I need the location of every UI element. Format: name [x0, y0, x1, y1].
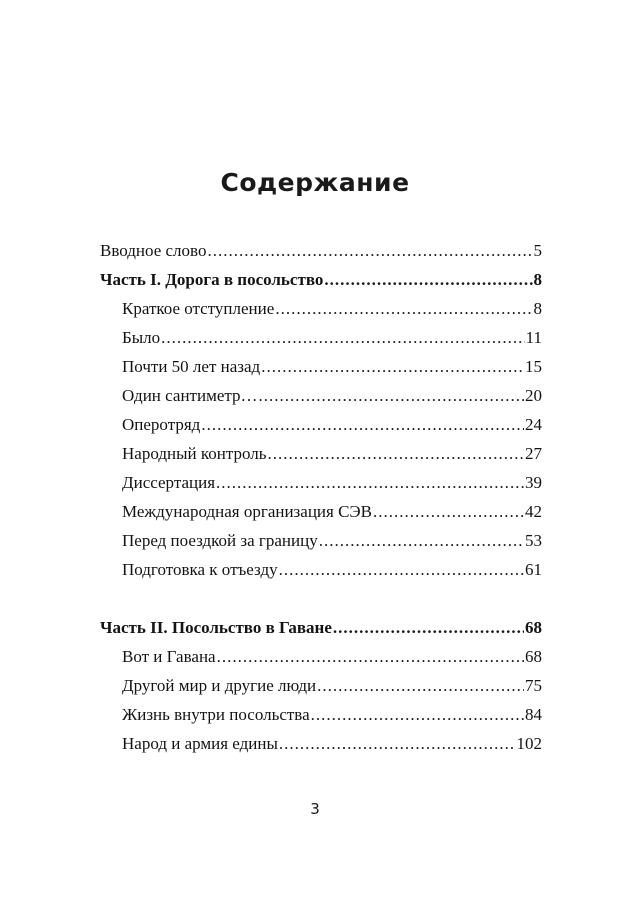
page-number: 3: [310, 800, 320, 818]
dot-leader: [373, 497, 524, 526]
toc-entry-label: Другой мир и другие люди: [122, 676, 317, 695]
toc-entry-label: Было: [122, 328, 161, 347]
toc-entry-page: 53: [525, 531, 542, 550]
dot-leader: [259, 381, 524, 410]
toc-entry-label: Народный контроль: [122, 444, 267, 463]
toc-entry[interactable]: [100, 439, 542, 468]
toc-entry[interactable]: [100, 497, 542, 526]
dot-leader: [324, 265, 532, 294]
toc-entry-intro[interactable]: [100, 236, 542, 265]
dot-leader: [279, 555, 524, 584]
toc-part-2[interactable]: [100, 613, 542, 642]
dot-leader: [333, 613, 524, 642]
toc-entry-page: 42: [525, 502, 542, 521]
toc-entry[interactable]: [100, 381, 542, 410]
toc-entry-page: 61: [525, 560, 542, 579]
toc-entry-page: 27: [525, 444, 542, 463]
dot-leader: [201, 410, 524, 439]
dot-leader: [261, 352, 524, 381]
toc-entry[interactable]: [100, 700, 542, 729]
dot-leader: [275, 294, 532, 323]
dot-leader: [319, 526, 524, 555]
toc-entry[interactable]: [100, 729, 542, 758]
toc-entry[interactable]: [100, 468, 542, 497]
toc-entry[interactable]: [100, 526, 542, 555]
toc-entry[interactable]: [100, 410, 542, 439]
toc-entry-label: Вот и Гавана: [122, 647, 216, 666]
toc-entry-page: 8: [533, 270, 542, 289]
dot-leader: [216, 468, 524, 497]
toc-entry-label: Краткое отступление: [122, 299, 275, 318]
toc-entry-page: 8: [533, 299, 542, 318]
toc-entry[interactable]: [100, 352, 542, 381]
toc-entry-label: Почти 50 лет назад: [122, 357, 261, 376]
toc-entry-page: 84: [525, 705, 542, 724]
toc-entry[interactable]: [100, 642, 542, 671]
toc-entry[interactable]: [100, 323, 542, 352]
toc-entry-label: Часть II. Посольство в Гаване: [100, 618, 332, 637]
dot-leader: [207, 236, 532, 265]
toc-entry[interactable]: [100, 555, 542, 584]
dot-leader: [317, 671, 524, 700]
toc-entry-page: 24: [525, 415, 542, 434]
dot-leader: [217, 642, 524, 671]
toc-entry-page: 68: [525, 647, 542, 666]
dot-leader: [161, 323, 524, 352]
toc-entry-label: Часть I. Дорога в посольство: [100, 270, 324, 289]
dot-leader: [311, 700, 524, 729]
toc-entry-label: Диссертация: [122, 473, 216, 492]
toc-entry-label: Народ и армия едины: [122, 734, 278, 753]
toc-part-1[interactable]: [100, 265, 542, 294]
toc-entry-page: 102: [516, 734, 542, 753]
toc-entry-label: Один сантиметр…: [122, 386, 258, 405]
toc-entry-label: Перед поездкой за границу: [122, 531, 318, 550]
toc-entry-label: Вводное слово: [100, 241, 207, 260]
toc-entry-label: Международная организация СЭВ: [122, 502, 372, 521]
toc-entry-page: 75: [525, 676, 542, 695]
toc-entry-label: Оперотряд: [122, 415, 201, 434]
toc-entry-page: 11: [525, 328, 542, 347]
toc-entry-page: 68: [525, 618, 542, 637]
table-of-contents: [100, 236, 542, 758]
toc-entry-page: 5: [533, 241, 542, 260]
toc-entry-page: 15: [525, 357, 542, 376]
toc-entry[interactable]: [100, 671, 542, 700]
toc-entry[interactable]: [100, 294, 542, 323]
page-title: Содержание: [220, 168, 410, 197]
toc-entry-label: Жизнь внутри посольства: [122, 705, 310, 724]
toc-entry-label: Подготовка к отъезду: [122, 560, 278, 579]
toc-entry-page: 39: [525, 473, 542, 492]
dot-leader: [279, 729, 516, 758]
toc-entry-page: 20: [525, 386, 542, 405]
dot-leader: [268, 439, 525, 468]
